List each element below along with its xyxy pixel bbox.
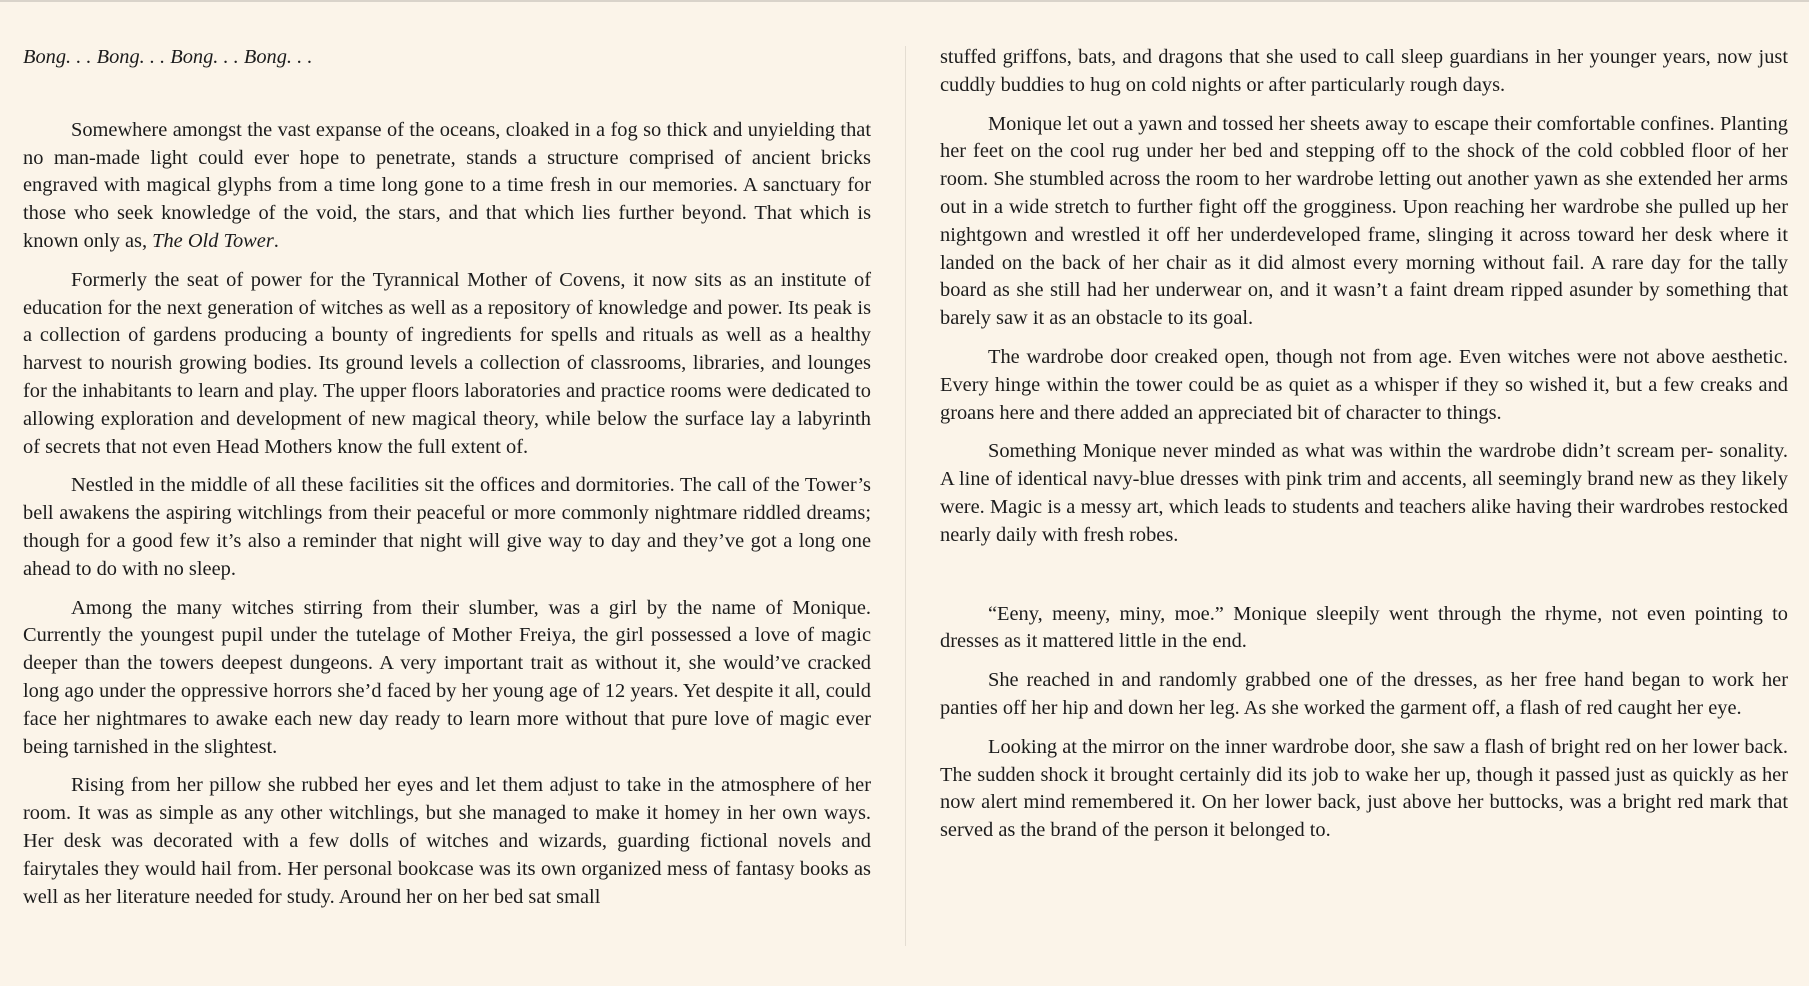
left-page-column: [23, 44, 871, 922]
paragraph: Looking at the mirror on the inner wardrobe door, she saw a flash of bright red on her lower back. The sudden shock it brought certainly did its job to wake her up, though it passed just as quickly as her now alert mind remembered it. On her lower back, just above her buttocks, was a bright red mark that served as the brand of the person it belonged to.: [940, 735, 1788, 842]
paragraph: Rising from her pillow she rubbed her eyes and let them adjust to take in the atmosphere of her room. It was as simple as any other witchlings, but she managed to make it homey in her own ways. Her desk was decorated with a few dolls of witches and wizards, guarding fictional novels and fairytales they would hail from. Her personal bookcase was its own organized mess of fantasy books as well as her literature needed for study. Around her on her bed sat small: [23, 774, 871, 908]
paragraph-end: .: [273, 229, 279, 252]
paragraph: Something Monique never minded as what was within the wardrobe didn’t scream per- sonality. A line of identical navy-blue dresses with pink trim and accents, all seemingly brand new as they likely were. Magic is a messy art, which leads to students and teachers alike having their wardrobes restocked nearly daily with fresh robes.: [940, 440, 1788, 546]
paragraph: She reached in and randomly grabbed one of the dresses, as her free hand began to work her panties off her hip and down her leg. As she worked the garment off, a flash of red caught her eye.: [940, 669, 1788, 719]
paragraph: stuffed griffons, bats, and dragons that she used to call sleep guardians in her younger years, now just cuddly buddies to hug on cold nights or after particularly rough days.: [940, 46, 1788, 96]
page-divider: [905, 46, 906, 946]
bell-chime-line: Bong. . . Bong. . . Bong. . . Bong. . .: [23, 46, 313, 68]
paragraph: Among the many witches stirring from their slumber, was a girl by the name of Monique. Currently the youngest pupil under the tutelage of Mother Freiya, the girl possessed a love of magic deeper than the towers deepest dungeons. A very important trait as without it, she would’ve cracked long ago under the oppressive horrors she’d faced by her young age of 12 years. Yet despite it all, could face her nightmares to awake each new day ready to learn more without that pure love of magic ever being tarnished in the slightest.: [23, 596, 871, 758]
paragraph: Nestled in the middle of all these facilities sit the offices and dormitories. The call of the Tower’s bell awakens the aspiring witchlings from their peaceful or more commonly nightmare riddled dreams; though for a good few it’s also a reminder that night will give way to day and they’ve got a long one ahead to do with no sleep.: [23, 474, 871, 580]
paragraph-text: Somewhere amongst the vast expanse of the oceans, cloaked in a fog so thick and unyielding that no man-made light could ever hope to penetrate, stands a structure comprised of ancient bricks engraved with magical glyphs from a time long gone to a time fresh in our memories. A sanctuary for those who seek knowledge of the void, the stars, and that which lies further beyond. That which is known only as,: [23, 118, 871, 252]
paragraph: Monique let out a yawn and tossed her sheets away to escape their comfortable confines. Planting her feet on the cool rug under her bed and stepping off to the shock of the cold cobbled floor of her room. She stumbled across the room to her wardrobe letting out another yawn as she extended her arms out in a wide stretch to further fight off the grogginess. Upon reaching her wardrobe she pulled up her nightgown and wrestled it off her underdeveloped frame, slinging it across toward her desk where it landed on the back of her chair as it did almost every morning without fail. A rare day for the tally board as she still had her underwear on, and it wasn’t a faint dream ripped asunder by something that barely saw it as an obstacle to its goal.: [940, 112, 1788, 330]
right-page-column: [940, 44, 1788, 856]
paragraph: The wardrobe door creaked open, though not from age. Even witches were not above aesthetic. Every hinge within the tower could be as quiet as a whisper if they so wished it, but a few creaks and groans here and there added an appreciated bit of character to things.: [940, 345, 1788, 424]
tower-title: The Old Tower: [152, 229, 274, 252]
paragraph: Formerly the seat of power for the Tyrannical Mother of Covens, it now sits as an institute of education for the next generation of witches as well as a repository of knowledge and power. Its peak is a collection of gardens producing a bounty of ingredients for spells and rituals as well as a healthy harvest to nourish growing bodies. Its ground levels a collection of classrooms, libraries, and lounges for the inhabitants to learn and play. The upper floors laboratories and practice rooms were dedicated to allowing exploration and development of new magical theory, while below the surface lay a labyrinth of secrets that not even Head Mothers know the full extent of.: [23, 268, 871, 458]
paragraph: [23, 117, 871, 256]
paragraph: “Eeny, meeny, miny, moe.” Monique sleepily went through the rhyme, not even pointing to dresses as it mattered little in the end.: [940, 602, 1788, 653]
